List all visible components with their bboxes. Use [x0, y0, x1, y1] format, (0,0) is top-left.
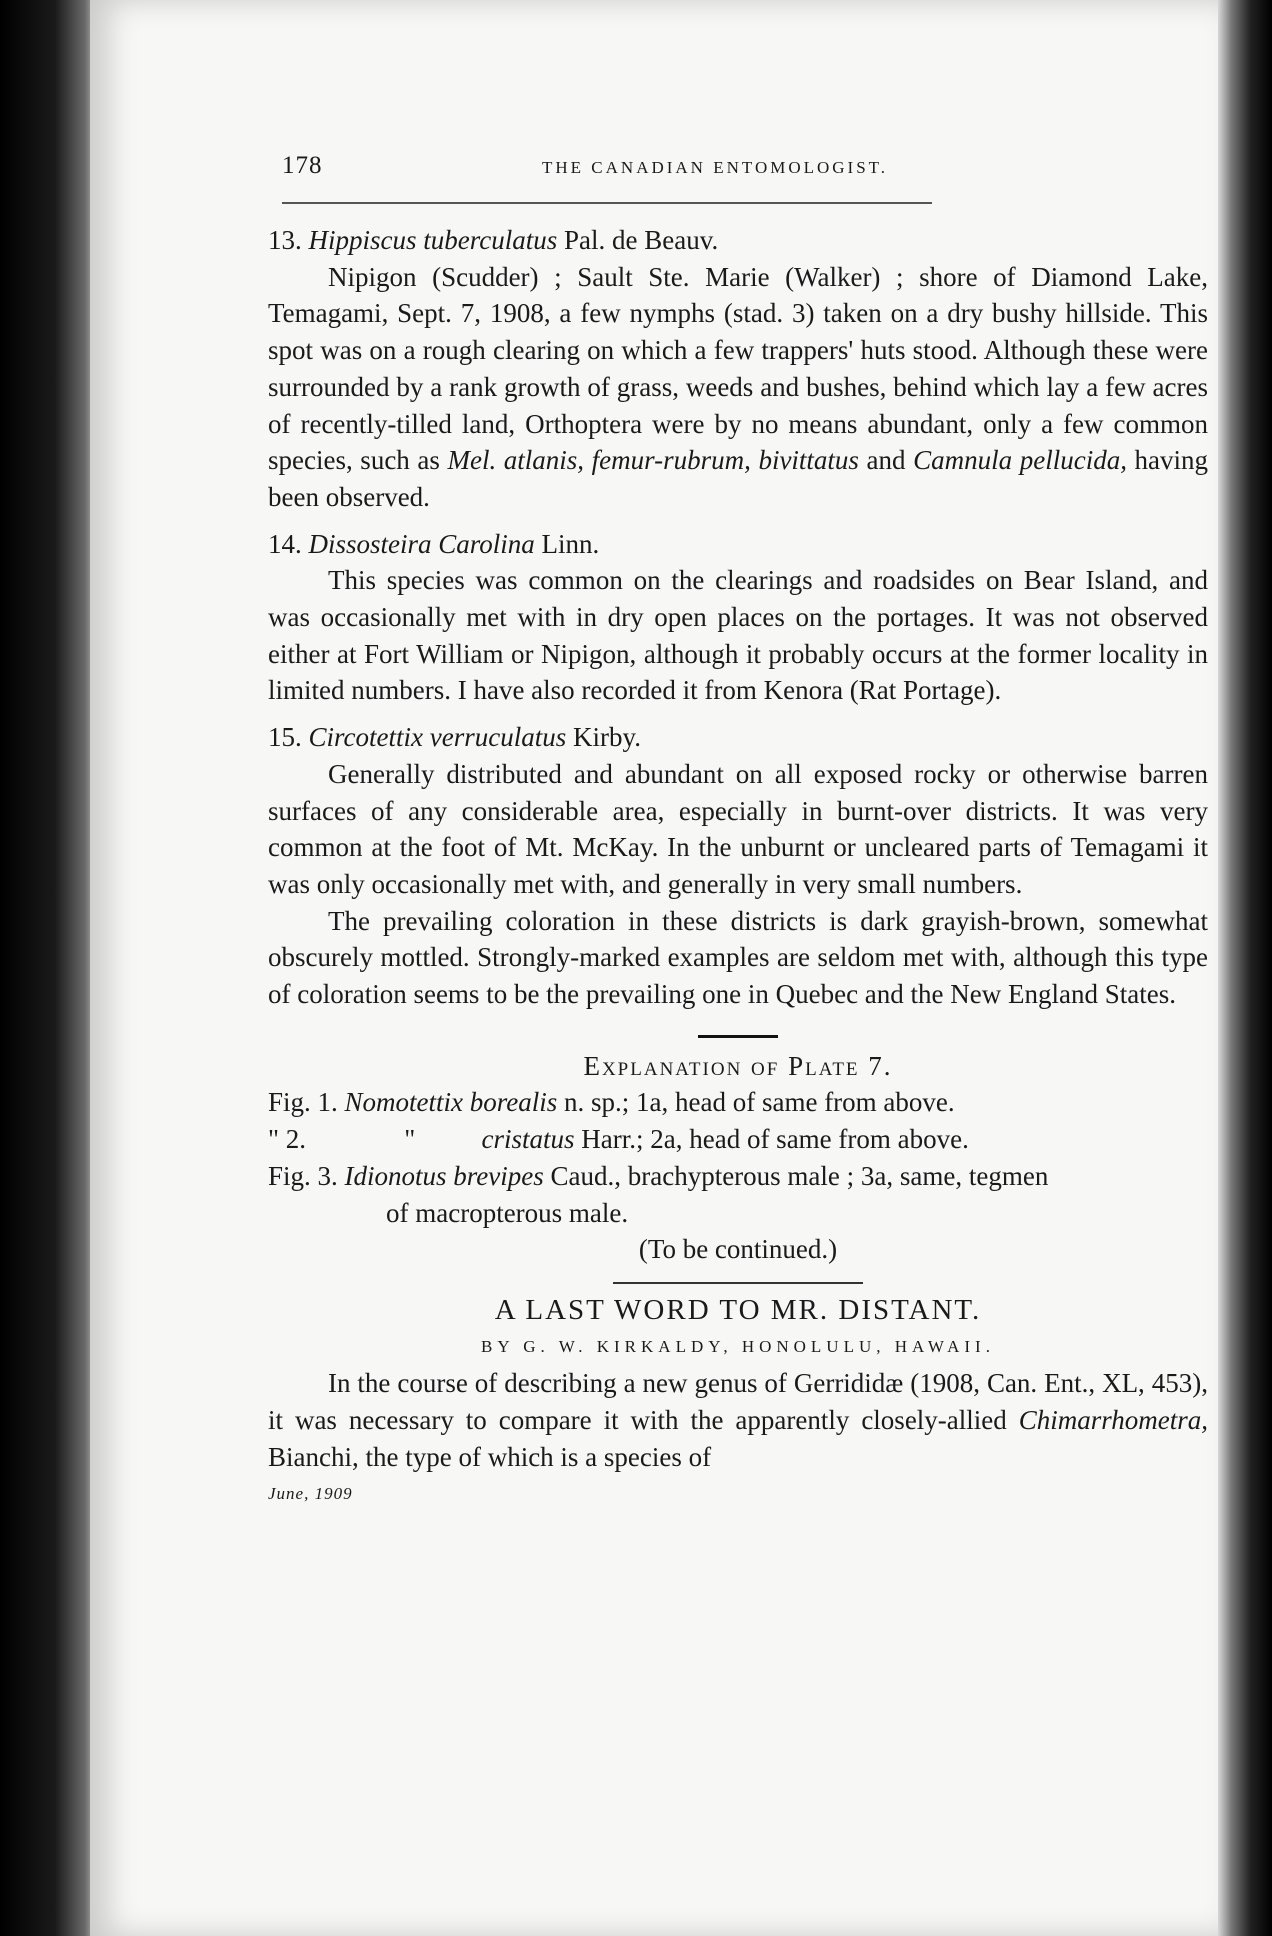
plate-figure-2: [268, 1121, 1208, 1158]
species-name: Circotettix verruculatus: [308, 722, 567, 753]
figure-caption: n. sp.; 1a, head of same from above.: [564, 1087, 955, 1118]
page-body: [268, 222, 1208, 1512]
species-list-a: Mel. atlanis, femur-rubrum, bivittatus: [447, 445, 859, 476]
plate-heading: Explanation of Plate 7.: [583, 1050, 893, 1081]
plate-figure-3: [268, 1158, 1208, 1195]
figure-label: Fig. 1.: [268, 1087, 338, 1118]
species-author: Linn.: [541, 528, 600, 559]
species-name: Hippiscus tuberculatus: [308, 225, 558, 255]
conjunction: and: [866, 445, 906, 476]
genus-name: Chimarrhometra,: [1018, 1405, 1208, 1436]
page-number: 178: [282, 152, 323, 179]
plate-figure-3-continued: of macropterous male.: [386, 1197, 629, 1228]
species-name: Dissosteira Carolina: [308, 528, 535, 559]
species-15-paragraph-2: The prevailing coloration in these districts is dark grayish-brown, somewhat obscurely mottled. Strongly-marked examples are seldom met with, although this type of coloration seems to be the prevailing one in Quebec and the New England States.: [268, 905, 1208, 1010]
article-title: A LAST WORD TO MR. DISTANT.: [494, 1293, 982, 1326]
figure-species: Nomotettix borealis: [344, 1087, 558, 1118]
book-gutter-shadow: [0, 0, 100, 1936]
article-divider: [613, 1282, 863, 1284]
page-edge-shadow: [1218, 0, 1272, 1936]
species-author: Kirby.: [572, 722, 641, 753]
species-15-paragraph-1: Generally distributed and abundant on all exposed rocky or otherwise barren surfaces of any considerable area, especially in burnt-over districts. It was very common at the foot of Mt. McKay. In the unburnt or uncleared parts of Temagami it was only occasionally met with, and generally in very small numbers.: [268, 758, 1208, 899]
species-list-b: Camnula pellucida,: [913, 445, 1127, 476]
page-header: [282, 152, 982, 192]
species-heading-14: [268, 526, 1208, 563]
species-author: Pal. de Beauv.: [564, 225, 719, 255]
section-divider: [698, 1035, 778, 1038]
article-byline: BY G. W. KIRKALDY, HONOLULU, HAWAII.: [481, 1336, 995, 1356]
header-rule: [282, 202, 932, 204]
paragraph-end: having been observed.: [268, 445, 1209, 512]
paragraph-text: Nipigon (Scudder) ; Sault Ste. Marie (Walker) ; shore of Diamond Lake, Temagami, Sept. 7, 1908, a few nymphs (stad. 3) taken on a dry bushy hillside. This spot was on a rough clearing on which a few trappers' huts stood. Although these were surrounded by a rank growth of grass, weeds and bushes, behind which lay a few acres of recently-tilled land, Orthoptera were by no means abundant, only a few common species, such as: [268, 261, 1208, 476]
figure-caption: Harr.; 2a, head of same from above.: [581, 1124, 969, 1155]
figure-caption: Caud., brachypterous male ; 3a, same, tegmen: [550, 1160, 1049, 1191]
figure-species: cristatus: [481, 1124, 575, 1155]
footer-date: June, 1909: [268, 1483, 353, 1503]
ditto-mark: " 2.: [268, 1124, 307, 1155]
running-title: THE CANADIAN ENTOMOLOGIST.: [542, 158, 889, 177]
species-heading-15: [268, 719, 1208, 756]
continued-note: (To be continued.): [638, 1234, 838, 1265]
figure-species: Idionotus brevipes: [344, 1160, 544, 1191]
species-number: 13.: [268, 225, 302, 255]
species-heading-13: [268, 222, 1208, 259]
plate-figure-1: [268, 1084, 1208, 1121]
species-number: 14.: [268, 528, 302, 559]
ditto-mark: ": [404, 1124, 416, 1155]
species-13-paragraph: [268, 259, 1208, 516]
species-14-paragraph: This species was common on the clearings and roadsides on Bear Island, and was occasionally met with in dry open places on the portages. It was not observed either at Fort William or Nipigon, although it probably occurs at the former locality in limited numbers. I have also recorded it from Kenora (Rat Portage).: [268, 565, 1208, 706]
figure-label: Fig. 3.: [268, 1160, 338, 1191]
species-number: 15.: [268, 722, 302, 753]
paragraph-text-continued: Bianchi, the type of which is a species of: [268, 1441, 712, 1472]
paragraph-text: In the course of describing a new genus of Gerrididæ (1908, Can. Ent., XL, 453), it was necessary to compare it with the apparently closely-allied: [268, 1368, 1208, 1436]
article-paragraph: [268, 1365, 1208, 1475]
